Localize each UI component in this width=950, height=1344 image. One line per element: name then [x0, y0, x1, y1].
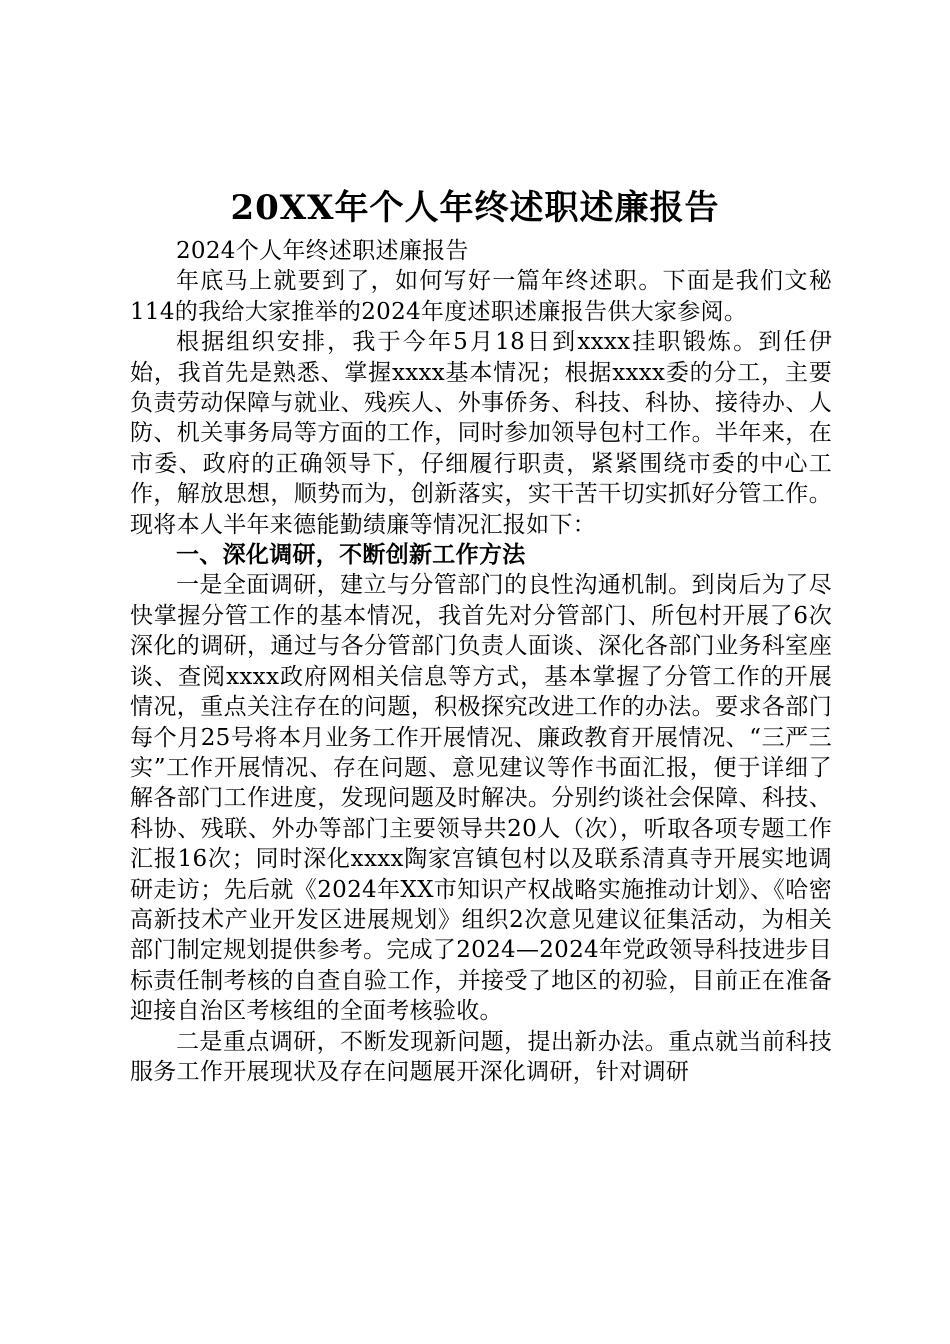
- document-title: 20XX年个人年终述职述廉报告: [230, 188, 720, 228]
- paragraph-research-1: 一是全面调研，建立与分管部门的良性沟通机制。到岗后为了尽快掌握分管工作的基本情况，我首先对分管部门、所包村开展了6次深化的调研，通过与各分管部门负责人面谈、深化各部门业务科室座谈、查阅xxxx政府网相关信息等方式，基本掌握了分管工作的开展情况，重点关注存在的问题，积极探究改进工作的办法。要求各部门每个月25号将本月业务工作开展情况、廉政教育开展情况、“三严三实”工作开展情况、存在问题、意见建议等作书面汇报，便于详细了解各部门工作进度，发现问题及时解决。分别约谈社会保障、科技、科协、残联、外办等部门主要领导共20人（次），听取各项专题工作汇报16次；同时深化xxxx陶家宫镇包村以及联系清真寺开展实地调研走访；先后就《2024年XX市知识产权战略实施推动计划》、《哈密高新技术产业开发区进展规划》组织2次意见建议征集活动，为相关部门制定规划提供参考。完成了2024—2024年党政领导科技进步目标责任制考核的自查自验工作，并接受了地区的初验，目前正在准备迎接自治区考核组的全面考核验收。: [130, 572, 832, 1025]
- paragraph-subtitle: 2024个人年终述职述廉报告: [176, 238, 469, 264]
- document-body: [130, 236, 832, 1087]
- section-heading: 一、深化调研，不断创新工作方法: [176, 542, 526, 569]
- paragraph-intro: 年底马上就要到了，如何写好一篇年终述职。下面是我们文秘114的我给大家推举的2024年度述职述廉报告供大家参阅。: [130, 268, 832, 325]
- paragraph-background: 根据组织安排，我于今年5月18日到xxxx挂职锻炼。到任伊始，我首先是熟悉、掌握xxxx基本情况；根据xxxx委的分工，主要负责劳动保障与就业、残疾人、外事侨务、科技、科协、接待办、人防、机关事务局等方面的工作，同时参加领导包村工作。半年来，在市委、政府的正确领导下，仔细履行职责，紧紧围绕市委的中心工作，解放思想，顺势而为，创新落实，实干苦干切实抓好分管工作。现将本人半年来德能勤绩廉等情况汇报如下：: [130, 329, 832, 538]
- paragraph-research-2: 二是重点调研，不断发现新问题，提出新办法。重点就当前科技服务工作开展现状及存在问题展开深化调研，针对调研: [130, 1028, 832, 1085]
